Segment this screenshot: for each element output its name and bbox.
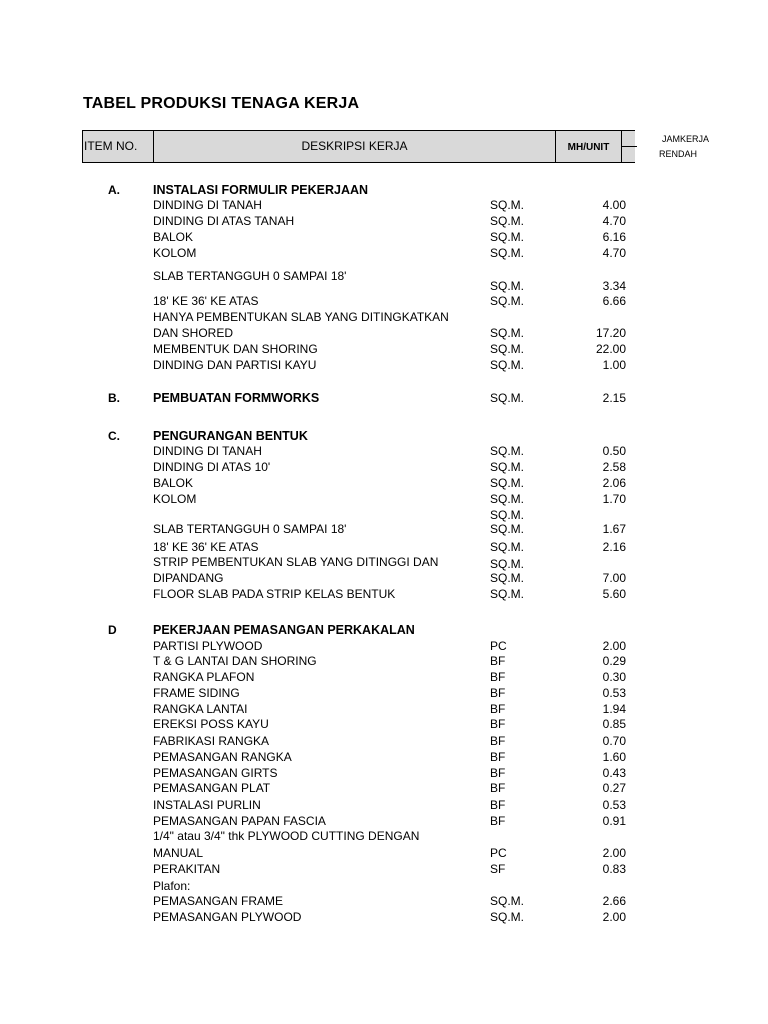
table-row (0, 357, 768, 373)
item-no-cell: D (108, 623, 117, 637)
table-row (0, 459, 768, 475)
table-row (0, 341, 768, 357)
unit-cell: SQ.M. (490, 391, 525, 405)
table-row (0, 716, 768, 732)
description-cell: INSTALASI PURLIN (153, 798, 261, 812)
value-cell: 17.20 (595, 326, 626, 340)
description-cell: DINDING DI ATAS 10' (153, 460, 271, 474)
description-cell: DINDING DI ATAS TANAH (153, 214, 295, 228)
description-cell: EREKSI POSS KAYU (153, 717, 269, 731)
table-row (0, 685, 768, 701)
value-cell: 0.43 (602, 766, 626, 780)
description-cell: RANGKA PLAFON (153, 670, 255, 684)
description-cell: PARTISI PLYWOOD (153, 639, 263, 653)
unit-cell: BF (490, 766, 506, 780)
value-cell: 2.15 (602, 391, 626, 405)
description-cell: PEKERJAAN PEMASANGAN PERKAKALAN (153, 623, 415, 637)
description-cell: PEMASANGAN PLAT (153, 781, 271, 795)
description-cell: FLOOR SLAB PADA STRIP KELAS BENTUK (153, 587, 396, 601)
unit-cell: SQ.M. (490, 587, 525, 601)
unit-cell: SF (490, 862, 506, 876)
value-cell: 0.29 (602, 654, 626, 668)
value-cell: 1.60 (602, 750, 626, 764)
table-row (0, 491, 768, 507)
value-cell: 1.94 (602, 702, 626, 716)
description-cell: MANUAL (153, 846, 204, 860)
value-cell: 22.00 (595, 342, 626, 356)
description-cell: KOLOM (153, 492, 197, 506)
description-cell: PEMASANGAN FRAME (153, 894, 284, 908)
description-cell: DINDING DAN PARTISI KAYU (153, 358, 317, 372)
header-rendah-label: RENDAH (659, 149, 698, 159)
value-cell: 0.50 (602, 444, 626, 458)
value-cell: 0.91 (602, 814, 626, 828)
table-row (0, 749, 768, 765)
description-cell: BALOK (153, 476, 194, 490)
item-no-cell: A. (108, 183, 120, 197)
description-cell: KOLOM (153, 246, 197, 260)
unit-cell: BF (490, 734, 506, 748)
description-cell: PEMASANGAN RANGKA (153, 750, 292, 764)
unit-cell: SQ.M. (490, 460, 525, 474)
table-row (0, 475, 768, 491)
value-cell: 2.00 (602, 639, 626, 653)
page-title: TABEL PRODUKSI TENAGA KERJA (83, 95, 360, 112)
unit-cell: BF (490, 717, 506, 731)
table-row (0, 828, 768, 844)
unit-cell: SQ.M. (490, 910, 525, 924)
unit-cell: SQ.M. (490, 894, 525, 908)
value-cell: 0.30 (602, 670, 626, 684)
value-cell: 0.83 (602, 862, 626, 876)
value-cell: 0.70 (602, 734, 626, 748)
table-row (0, 570, 768, 586)
unit-cell: BF (490, 654, 506, 668)
table-row (0, 325, 768, 341)
description-cell: DINDING DI TANAH (153, 198, 262, 212)
table-row (0, 780, 768, 796)
table-row (0, 229, 768, 245)
header-item-no: ITEM NO. (83, 131, 154, 162)
value-cell: 0.53 (602, 686, 626, 700)
table-row (0, 797, 768, 813)
unit-cell: BF (490, 670, 506, 684)
value-cell: 4.70 (602, 214, 626, 228)
header-unit: MH/UNIT (556, 131, 622, 162)
description-cell: FABRIKASI RANGKA (153, 734, 270, 748)
description-cell: RANGKA LANTAI (153, 702, 248, 716)
item-no-cell: C. (108, 429, 120, 443)
description-cell: PEMASANGAN GIRTS (153, 766, 278, 780)
description-cell: PENGURANGAN BENTUK (153, 429, 308, 443)
table-row (0, 765, 768, 781)
value-cell: 2.16 (602, 540, 626, 554)
description-cell: 1/4" atau 3/4" thk PLYWOOD CUTTING DENGAN (153, 829, 420, 843)
value-cell: 4.70 (602, 246, 626, 260)
unit-cell: SQ.M. (490, 214, 525, 228)
description-cell: BALOK (153, 230, 194, 244)
header-jamkerja-label: JAMKERJA (662, 134, 710, 144)
table-row (0, 197, 768, 213)
value-cell: 6.66 (602, 294, 626, 308)
description-cell: PEMASANGAN PLYWOOD (153, 910, 302, 924)
unit-cell: BF (490, 750, 506, 764)
value-cell: 2.06 (602, 476, 626, 490)
description-cell: SLAB TERTANGGUH 0 SAMPAI 18' (153, 269, 347, 283)
table-row (0, 861, 768, 877)
table-row (0, 845, 768, 861)
item-no-cell: B. (108, 391, 120, 405)
table-row (0, 893, 768, 909)
table-row (0, 213, 768, 229)
unit-cell: SQ.M. (490, 522, 525, 536)
table-row (0, 539, 768, 555)
unit-cell: PC (490, 846, 507, 860)
description-cell: INSTALASI FORMULIR PEKERJAAN (153, 183, 369, 197)
value-cell: 2.00 (602, 846, 626, 860)
unit-cell: SQ.M. (490, 492, 525, 506)
unit-cell: SQ.M. (490, 326, 525, 340)
table-row (0, 878, 768, 894)
table-row (0, 733, 768, 749)
unit-cell: SQ.M. (490, 198, 525, 212)
value-cell: 1.00 (602, 358, 626, 372)
value-cell: 4.00 (602, 198, 626, 212)
description-cell: 18' KE 36' KE ATAS (153, 294, 259, 308)
unit-cell: BF (490, 702, 506, 716)
unit-cell: SQ.M. (490, 358, 525, 372)
table-row (0, 278, 768, 294)
unit-cell: SQ.M. (490, 230, 525, 244)
table-row (0, 669, 768, 685)
unit-cell: SQ.M. (490, 342, 525, 356)
description-cell: HANYA PEMBENTUKAN SLAB YANG DITINGKATKAN (153, 310, 449, 324)
description-cell: PEMASANGAN PAPAN FASCIA (153, 814, 326, 828)
section-row (0, 622, 768, 638)
description-cell: PERAKITAN (153, 862, 221, 876)
unit-cell: BF (490, 781, 506, 795)
header-description: DESKRIPSI KERJA (154, 131, 556, 162)
value-cell: 1.70 (602, 492, 626, 506)
description-cell: STRIP PEMBENTUKAN SLAB YANG DITINGGI DAN (153, 555, 439, 569)
table-row (0, 653, 768, 669)
table-row (0, 586, 768, 602)
description-cell: SLAB TERTANGGUH 0 SAMPAI 18' (153, 522, 347, 536)
unit-cell: SQ.M. (490, 571, 525, 585)
unit-cell: SQ.M. (490, 279, 525, 293)
value-cell: 0.27 (602, 781, 626, 795)
unit-cell: SQ.M. (490, 557, 525, 571)
table-row (0, 638, 768, 654)
unit-cell: BF (490, 798, 506, 812)
value-cell: 0.53 (602, 798, 626, 812)
section-row (0, 428, 768, 444)
table-row (0, 813, 768, 829)
unit-cell: SQ.M. (490, 294, 525, 308)
description-cell: DAN SHORED (153, 326, 234, 340)
unit-cell: SQ.M. (490, 246, 525, 260)
description-cell: 18' KE 36' KE ATAS (153, 540, 259, 554)
unit-cell: SQ.M. (490, 540, 525, 554)
table-row (0, 245, 768, 261)
section-row (0, 182, 768, 198)
table-row (0, 293, 768, 309)
unit-cell: SQ.M. (490, 476, 525, 490)
unit-cell: BF (490, 814, 506, 828)
table-row (0, 701, 768, 717)
table-row (0, 909, 768, 925)
table-row (0, 309, 768, 325)
value-cell: 0.85 (602, 717, 626, 731)
value-cell: 5.60 (602, 587, 626, 601)
description-cell: Plafon: (153, 879, 191, 893)
table-row (0, 443, 768, 459)
value-cell: 2.00 (602, 910, 626, 924)
value-cell: 7.00 (602, 571, 626, 585)
unit-cell: BF (490, 686, 506, 700)
table-row (0, 521, 768, 537)
section-row (0, 390, 768, 406)
description-cell: T & G LANTAI DAN SHORING (153, 654, 317, 668)
description-cell: DINDING DI TANAH (153, 444, 262, 458)
value-cell: 1.67 (602, 522, 626, 536)
description-cell: MEMBENTUK DAN SHORING (153, 342, 318, 356)
value-cell: 2.66 (602, 894, 626, 908)
description-cell: DIPANDANG (153, 571, 224, 585)
value-cell: 3.34 (602, 279, 626, 293)
unit-cell: SQ.M. (490, 508, 525, 522)
unit-cell: PC (490, 639, 507, 653)
unit-cell: SQ.M. (490, 444, 525, 458)
value-cell: 6.16 (602, 230, 626, 244)
description-cell: PEMBUATAN FORMWORKS (153, 391, 320, 405)
value-cell: 2.58 (602, 460, 626, 474)
description-cell: FRAME SIDING (153, 686, 240, 700)
